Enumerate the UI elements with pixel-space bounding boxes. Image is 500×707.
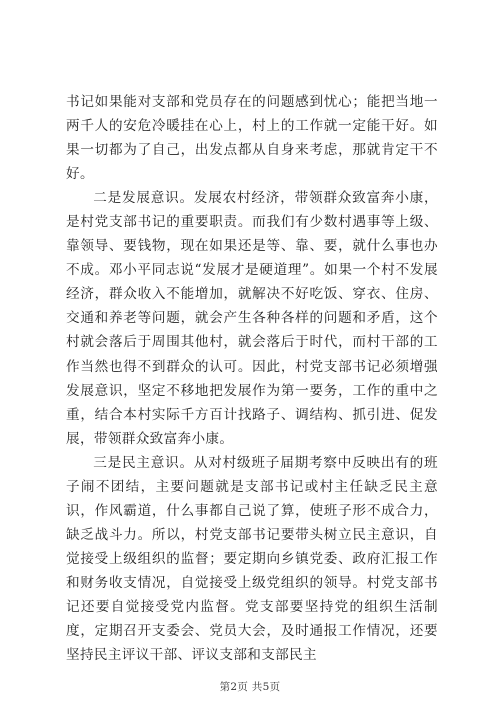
paragraph-2: 二是发展意识。发展农村经济，带领群众致富奔小康，是村党支部书记的重要职责。而我们有少数村遇事等上级、靠领导、要钱物，现在如果还是等、靠、要，就什么事也办不成。邓小平同志说“发展才是硬道理”。如果一个村不发展经济，群众收入不能增加，就解决不好吃饭、穿衣、住房、交通和养老等问题，就会产生各种各样的问题和矛盾，这个村就会落后于周围其他村，就会落后于时代，而村干部的工作当然也得不到群众的认可。因此，村党支部书记必须增强发展意识，坚定不移地把发展作为第一要务，工作的重中之重，结合本村实际千方百计找路子、调结构、抓引进、促发展，带领群众致富奔小康。 [66,190,438,447]
page-number-footer: 第2页 共5页 [219,681,281,693]
paragraph-3: 三是民主意识。从对村级班子届期考察中反映出有的班子闹不团结，主要问题就是支部书记或村主任缺乏民主意识，作风霸道，什么事都自己说了算，使班子形不成合力，缺乏战斗力。所以，村党支部书记要带头树立民主意识，自觉接受上级组织的监督；要定期向乡镇党委、政府汇报工作和财务收支情况，自觉接受上级党组织的领导。村党支部书记还要自觉接受党内监督。党支部要坚持党的组织生活制度，定期召开支委会、党员大会，及时通报工作情况，还要坚持民主评议干部、评议支部和支部民主 [66,454,438,664]
paragraph-1: 书记如果能对支部和党员存在的问题感到忧心；能把当地一两千人的安危冷暖挂在心上，村上的工作就一定能干好。如果一切都为了自己，出发点都从自身来考虑，那就肯定干不好。 [66,94,438,183]
document-body [66,90,438,667]
